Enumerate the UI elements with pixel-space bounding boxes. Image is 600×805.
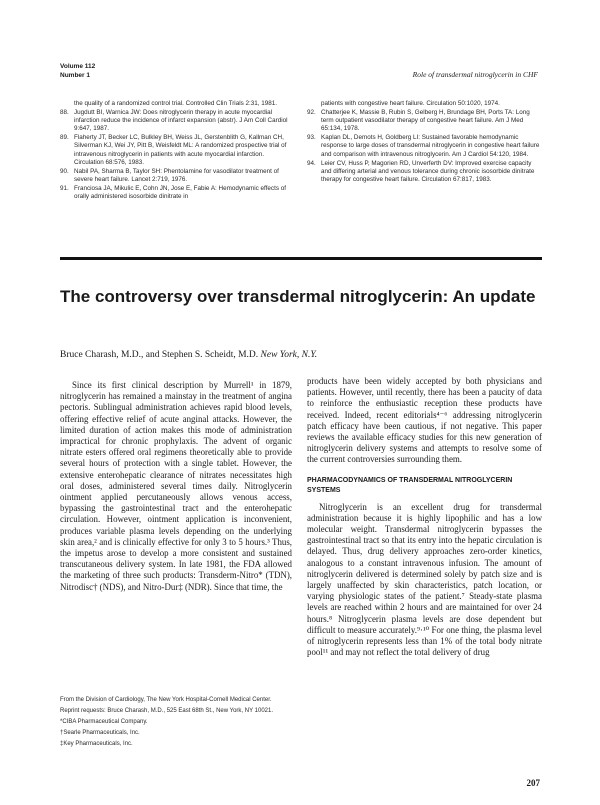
reference-item: patients with congestive heart failure. Circulation 50:1020, 1974. — [321, 100, 500, 107]
number-label: Number 1 — [60, 72, 90, 79]
running-title: Role of transdermal nitroglycerin in CHF — [412, 70, 538, 79]
footnote: From the Division of Cardiology, The New York Hospital-Cornell Medical Center. — [60, 697, 272, 703]
footnotes — [60, 696, 292, 751]
reference-item: 93. Kaplan DL, Demots H, Goldberg LI: Sustained favorable hemodynamic response to large doses of transdermal nitroglycerin in congestive heart failure and comparison with intravenous nitroglycerin. Am J Cardiol 54:120, 1984. — [307, 134, 540, 158]
body-right-column — [307, 376, 542, 658]
reference-item: 92. Chatterjee K, Massie B, Rubin S, Gelberg H, Brundage BH, Ports TA: Long term outpatient vasodilator therapy of congestive heart failure. Am J Med 65:134, 1978. — [307, 109, 530, 133]
author-location: New York, N.Y. — [260, 350, 318, 360]
page-number: 207 — [526, 778, 540, 788]
body-left-column — [60, 380, 292, 593]
section-heading: PHARMACODYNAMICS OF TRANSDERMAL NITROGLYCERIN SYSTEMS — [307, 476, 513, 494]
author-names: Bruce Charash, M.D., and Stephen S. Scheidt, M.D. — [60, 350, 259, 360]
body-paragraph: Nitroglycerin is an excellent drug for transdermal administration because it is highly lipophilic and has a low molecular weight. Transdermal nitroglycerin bypasses the gastrointestinal tract so that its entry into the hepatic circulation is delayed. Thus, drug delivery approaches zero-order kinetics, analogous to a constant intravenous infusion. The amount of nitroglycerin delivered is determined solely by patch size and is largely unaffected by skin characteristics, patch location, or varying physiologic states of the patient.⁷ Steady-state plasma levels are reached within 2 hours and are maintained for over 24 hours.⁸ Nitroglycerin plasma levels are dose dependent but difficult to measure accurately.⁹·¹⁰ For one thing, the plasma level of nitroglycerin represents less than 1% of the total body nitrate pool¹¹ and may not reflect the total delivery of drug — [307, 501, 542, 658]
references-right-column — [307, 100, 542, 185]
footnote: *CIBA Pharmaceutical Company. — [60, 719, 148, 725]
reference-item: 88. Jugdutt BI, Warnica JW: Does nitroglycerin therapy in acute myocardial infarction reduce the incidence of infarct expansion (abstr). J Am Coll Cardiol 9:647, 1987. — [60, 109, 288, 133]
footnote: ‡Key Pharmaceuticals, Inc. — [60, 741, 133, 747]
article-title: The controversy over transdermal nitroglycerin: An update — [60, 287, 536, 306]
section-divider — [60, 257, 542, 260]
volume-label: Volume 112 — [60, 63, 96, 70]
body-paragraph: Since its first clinical description by Murrell¹ in 1879, nitroglycerin has remained a mainstay in the treatment of angina pectoris. Sublingual administration achieves rapid blood levels, offering effective relief of acute anginal attacks. However, the limited duration of action makes this mode of administration impractical for chronic prophylaxis. The advent of organic nitrate esters offered oral regimens theoretically able to provide several hours of protection with a single tablet. However, the extensive enterohepatic clearance of nitrates necessitates high oral doses, administered several times daily. Nitroglycerin ointment applied percutaneously allows venous access, bypassing the gastrointestinal tract and the enterohepatic circulation. However, ointment application is inconvenient, produces variable plasma levels depending on the underlying skin area,² and is clinically effective for only 3 to 5 hours.³ Thus, the impetus arose to develop a more consistent and sustained transcutaneous delivery system. In late 1981, the FDA allowed the marketing of three such products: Transderm-Nitro* (TDN), Nitrodisc† (NDS), and Nitro-Dur‡ (NDR). Since that time, the — [60, 380, 292, 592]
reference-item: 94. Leier CV, Huss P, Magorien RD, Unverferth DV: Improved exercise capacity and differing arterial and venous tolerance during chronic isosorbide dinitrate therapy for congestive heart failure. Circulation 67:817, 1983. — [307, 159, 535, 183]
references-left-column — [60, 100, 292, 202]
footnote: Reprint requests: Bruce Charash, M.D., 525 East 68th St., New York, NY 10021. — [60, 708, 273, 714]
journal-volume-block — [60, 62, 95, 80]
reference-item: 90. Nabil PA, Sharma B, Taylor SH: Phentolamine for vasodilator treatment of severe heart failure. Lancet 2:719, 1976. — [60, 167, 279, 183]
article-authors — [60, 350, 317, 360]
reference-item: 89. Flaherty JT, Becker LC, Bulkley BH, Weiss JL, Gerstenblith G, Kallman CH, Silverman KJ, Wei JY, Pitt B, Weisfeldt ML: A randomized prospective trial of intravenous nitroglycerin in patients with acute myocardial infarction. Circulation 68:576, 1983. — [60, 134, 287, 166]
body-paragraph: products have been widely accepted by both physicians and patients. However, until recently, there has been a paucity of data to reinforce the enthusiastic reception these products have received. Indeed, recent editorials⁴⁻⁶ addressing nitroglycerin patch efficacy have been cautious, if not negative. This paper reviews the available efficacy studies for this new generation of nitroglycerin delivery systems and attempts to resolve some of the current controversies surrounding them. — [307, 376, 542, 465]
footnote: †Searle Pharmaceuticals, Inc. — [60, 730, 140, 736]
reference-item: the quality of a randomized control trial. Controlled Clin Trials 2:31, 1981. — [74, 100, 278, 107]
reference-item: 91. Franciosa JA, Mikulic E, Cohn JN, Jose E, Fabie A: Hemodynamic effects of orally administered isosorbide dinitrate in — [60, 184, 286, 201]
